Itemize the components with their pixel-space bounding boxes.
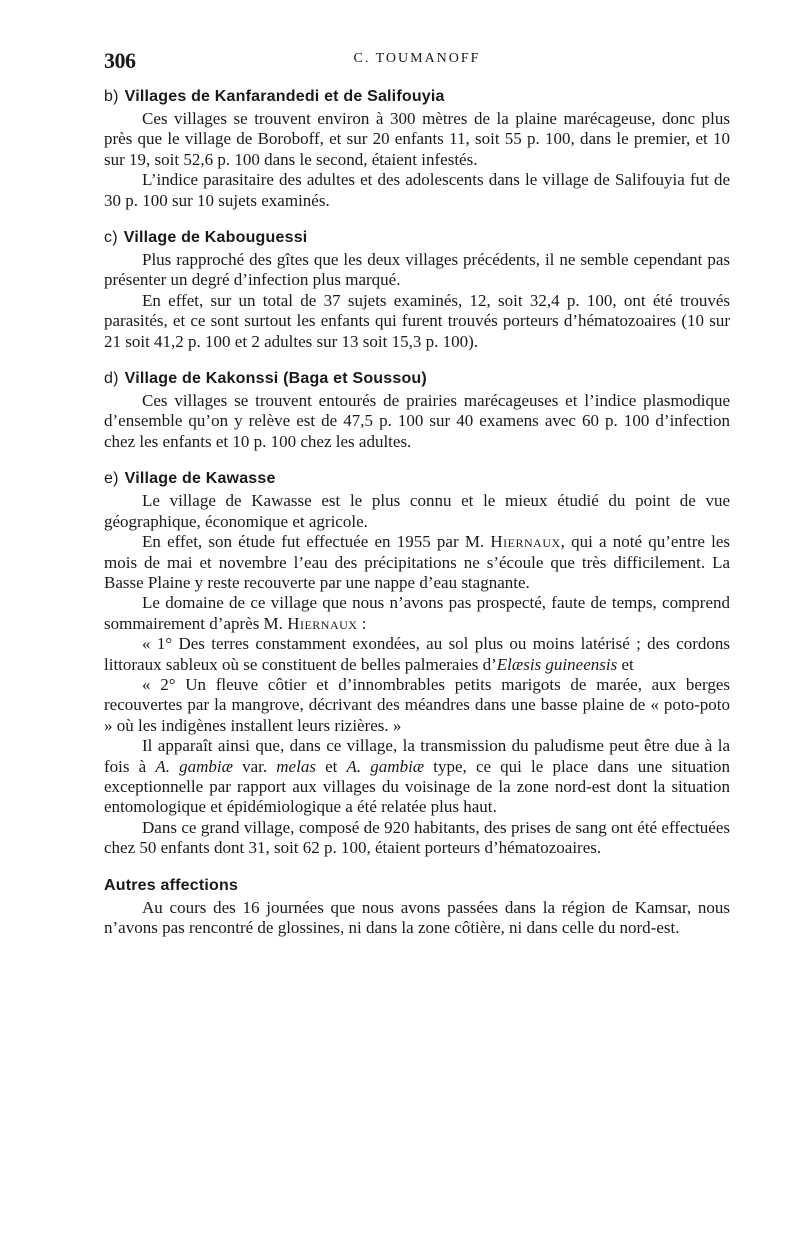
section-heading — [104, 229, 730, 247]
author-name: Hiernaux — [287, 613, 358, 633]
section-letter: c) — [104, 229, 118, 247]
section-heading — [104, 470, 730, 488]
species-name: A. gambiæ — [346, 756, 425, 776]
section-title: Village de Kakonssi (Baga et Soussou) — [124, 370, 427, 388]
section-title: Autres affections — [104, 876, 239, 894]
species-name: Elæsis guineensis — [496, 654, 618, 674]
running-head — [104, 48, 730, 72]
section-b — [104, 88, 730, 211]
quotation: « 2° Un fleuve côtier et d’innombrables petits marigots de marée, aux berges recouvertes par la mangrove, décrivant des méandres dans une basse plaine de « poto-poto » où les indigènes installent leurs rizières. » — [104, 674, 730, 735]
section-letter: d) — [104, 370, 119, 388]
section-title: Village de Kabouguessi — [123, 229, 308, 247]
paragraph: Dans ce grand village, composé de 920 habitants, des prises de sang ont été effectuées chez 50 enfants dont 31, soit 62 p. 100, étaient porteurs d’hématozoaires. — [104, 817, 730, 858]
paragraph — [104, 532, 730, 593]
text-run: et — [315, 756, 347, 776]
text-run: et — [617, 654, 634, 674]
paragraph — [104, 736, 730, 818]
section-letter: e) — [104, 470, 119, 488]
text-run: Il apparaît ainsi que, dans ce village, la transmission du paludisme peut être due à la fois à — [104, 736, 730, 776]
text-run: , qui a noté qu’entre les mois de mai et novembre l’eau des précipitations ne s’écoule que très difficilement. La Basse Plaine y reste recouverte par une nappe d’eau stagnante. — [104, 532, 730, 592]
paragraph: L’indice parasitaire des adultes et des adolescents dans le village de Salifouyia fut de 30 p. 100 sur 10 sujets examinés. — [104, 170, 730, 210]
section-other — [104, 877, 730, 939]
section-title: Villages de Kanfarandedi et de Salifouyia — [124, 88, 445, 105]
section-heading — [104, 370, 730, 388]
author-name: Hiernaux — [490, 532, 561, 552]
paragraph — [104, 593, 730, 634]
main-content — [104, 88, 730, 956]
text-run: « 1° Des terres constamment exondées, au sol plus ou moins latérisé ; des cordons littoraux sableux où se constituent de belles palmeraies d’ — [104, 634, 730, 674]
paragraph: En effet, sur un total de 37 sujets examinés, 12, soit 32,4 p. 100, ont été trouvés parasités, et ce sont surtout les enfants qui furent trouvés porteurs d’hématozoaires (10 sur 21 soit 41,2 p. 100 et 2 adultes sur 13 soit 15,3 p. 100). — [104, 290, 730, 351]
text-run: type, ce qui le place dans une situation exceptionnelle par rapport aux villages du voisinage de la zone nord-est dont la situation entomologique et épidémiologique a été relatée plus haut. — [104, 756, 730, 817]
running-author: C. TOUMANOFF — [353, 51, 481, 66]
section-heading — [104, 877, 730, 895]
species-name: melas — [276, 756, 316, 776]
paragraph: Au cours des 16 journées que nous avons passées dans la région de Kamsar, nous n’avons pas rencontré de glossines, ni dans la zone côtière, ni dans celle du nord-est. — [104, 897, 730, 937]
species-name: A. gambiæ — [155, 756, 233, 776]
paragraph: Ces villages se trouvent environ à 300 mètres de la plaine marécageuse, donc plus près que le village de Boroboff, et sur 20 enfants 11, soit 55 p. 100, dans le premier, et 10 sur 19, soit 52,6 p. 100 dans le second, étaient infestés. — [104, 109, 730, 169]
text-run: En effet, son étude fut effectuée en 1955 par M. — [142, 532, 491, 552]
section-title: Village de Kawasse — [124, 470, 276, 488]
section-letter: b) — [104, 88, 119, 105]
paragraph: Le village de Kawasse est le plus connu et le mieux étudié du point de vue géographique, économique et agricole. — [104, 491, 730, 531]
page-number: 306 — [104, 48, 136, 73]
section-heading — [104, 88, 730, 106]
section-e — [104, 470, 730, 858]
text-run: var. — [232, 756, 277, 776]
section-d — [104, 370, 730, 452]
paragraph: Plus rapproché des gîtes que les deux villages précédents, il ne semble cependant pas présenter un degré d’infection plus marqué. — [104, 250, 730, 290]
paragraph: Ces villages se trouvent entourés de prairies marécageuses et l’indice plasmodique d’ensemble qu’on y relève est de 47,5 p. 100 sur 40 examens avec 60 p. 100 d’infection chez les enfants et 10 p. 100 chez les adultes. — [104, 391, 730, 451]
quotation — [104, 634, 730, 675]
text-run: Le domaine de ce village que nous n’avons pas prospecté, faute de temps, comprend sommairement d’après M. — [104, 593, 730, 633]
text-run: : — [357, 613, 367, 633]
section-c — [104, 229, 730, 352]
